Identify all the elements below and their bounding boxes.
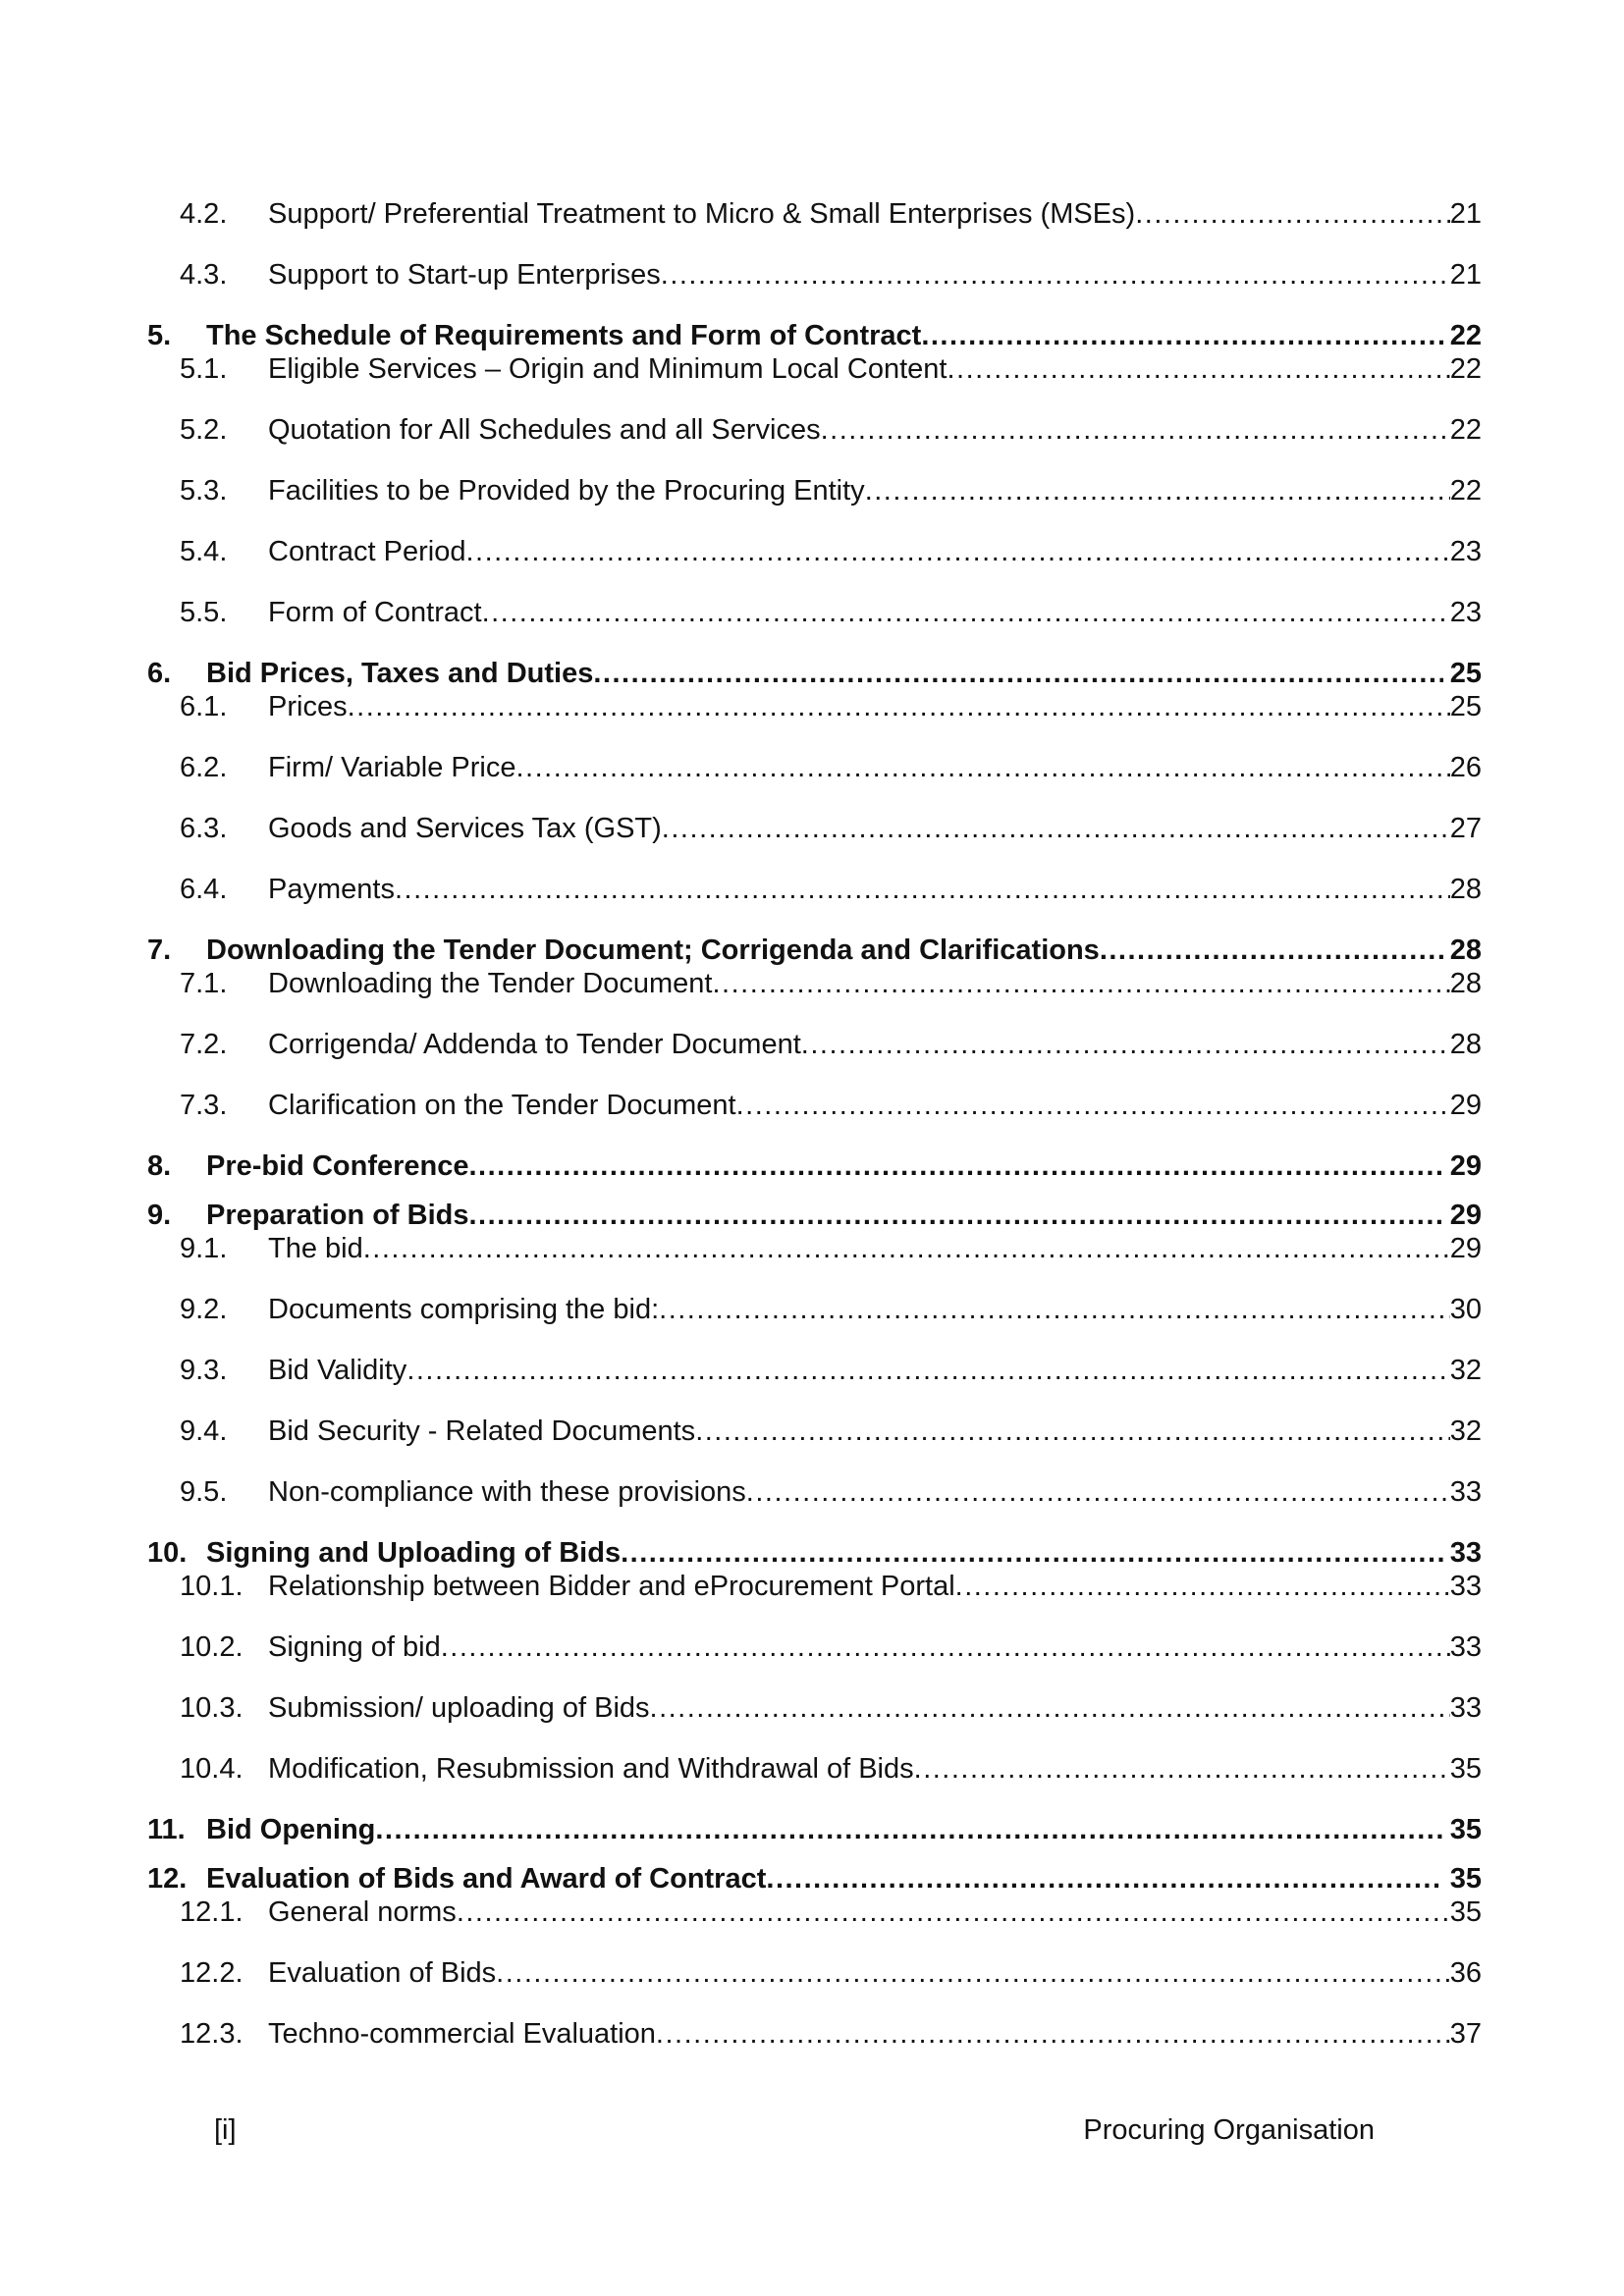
toc-entry-number: 5. [147,320,172,351]
toc-entry-title: Payments [268,874,395,905]
toc-leader-dots [921,318,1442,353]
toc-entry[interactable] [147,750,1482,785]
toc-entry[interactable] [147,257,1482,293]
toc-entry-number: 12.1. [180,1896,244,1928]
toc-entry-title: Quotation for All Schedules and all Services [268,414,821,446]
toc-entry[interactable] [147,933,1482,968]
footer-page-number: [i] [214,2114,237,2146]
toc-leader-dots [914,1751,1450,1787]
toc-entry-number: 9. [147,1200,172,1231]
toc-entry-title: Non-compliance with these provisions [268,1476,746,1508]
toc-entry-title: Signing and Uploading of Bids [206,1537,622,1569]
toc-entry-title: General norms [268,1896,457,1928]
toc-entry-title: Prices [268,691,348,722]
toc-leader-dots [363,1231,1450,1266]
toc-entry[interactable] [147,1353,1482,1388]
toc-entry-page: 29 [1449,1200,1482,1231]
toc-entry-title: Relationship between Bidder and eProcurement Portal [268,1571,955,1602]
toc-entry-title: Pre-bid Conference [206,1150,469,1182]
toc-entry-number: 10.4. [180,1753,244,1785]
toc-entry-number: 9.1. [180,1233,228,1264]
toc-entry-title: The Schedule of Requirements and Form of Contract [206,320,922,351]
toc-entry-title: Clarification on the Tender Document [268,1090,736,1121]
toc-leader-dots [395,872,1450,907]
toc-entry-title: Bid Validity [268,1355,407,1386]
toc-entry-number: 5.3. [180,475,228,507]
toc-entry-title: The bid [268,1233,363,1264]
toc-entry-page: 29 [1449,1150,1482,1182]
toc-entry-number: 9.3. [180,1355,228,1386]
toc-entry-number: 10. [147,1537,188,1569]
toc-leader-dots [801,1027,1450,1062]
toc-leader-dots [695,1414,1450,1449]
toc-entry-title: Modification, Resubmission and Withdrawal of Bids [268,1753,914,1785]
toc-entry-number: 7.1. [180,968,228,999]
toc-entry-title: Support to Start-up Enterprises [268,259,661,291]
toc-entry[interactable] [147,872,1482,907]
toc-entry-title: Submission/ uploading of Bids [268,1692,650,1724]
toc-entry-number: 12. [147,1863,188,1895]
toc-entry-page: 33 [1449,1537,1482,1569]
toc-entry-number: 7.3. [180,1090,228,1121]
toc-entry[interactable] [147,2016,1482,2052]
toc-entry-page: 32 [1449,1415,1482,1447]
toc-leader-dots [375,1812,1442,1847]
toc-entry[interactable] [147,1955,1482,1991]
toc-entry-title: Support/ Preferential Treatment to Micro & Small Enterprises (MSEs) [268,198,1136,230]
toc-leader-dots [650,1690,1450,1726]
toc-entry[interactable] [147,966,1482,1001]
toc-leader-dots [1135,196,1450,232]
toc-entry-page: 22 [1449,353,1482,385]
toc-leader-dots [955,1569,1450,1604]
toc-entry-title: Goods and Services Tax (GST) [268,813,662,844]
toc-leader-dots [593,656,1442,691]
footer-organisation-label: Procuring Organisation [1083,2114,1375,2146]
toc-entry-number: 12.3. [180,2018,244,2050]
toc-leader-dots [1100,933,1443,968]
toc-entry-page: 37 [1449,2018,1482,2050]
toc-entry-number: 5.5. [180,597,228,628]
toc-entry-number: 6.2. [180,752,228,783]
toc-entry[interactable] [147,1027,1482,1062]
toc-entry-page: 33 [1449,1631,1482,1663]
toc-entry-page: 25 [1449,658,1482,689]
toc-entry-page: 28 [1449,934,1482,966]
toc-entry-page: 29 [1449,1233,1482,1264]
toc-entry-number: 6. [147,658,172,689]
toc-entry-number: 7.2. [180,1029,228,1060]
toc-entry-page: 33 [1449,1571,1482,1602]
toc-entry-title: Corrigenda/ Addenda to Tender Document [268,1029,801,1060]
toc-leader-dots [736,1088,1450,1123]
toc-entry[interactable] [147,196,1482,232]
page-footer [214,2112,1375,2148]
toc-entry[interactable] [147,1569,1482,1604]
toc-entry[interactable] [147,1474,1482,1510]
toc-entry-page: 22 [1449,414,1482,446]
toc-entry[interactable] [147,318,1482,353]
toc-entry[interactable] [147,1148,1482,1184]
toc-entry-page: 33 [1449,1476,1482,1508]
toc-entry-page: 27 [1449,813,1482,844]
toc-entry-number: 11. [147,1814,186,1845]
toc-entry-page: 23 [1449,597,1482,628]
toc-entry-number: 12.2. [180,1957,244,1989]
toc-entry-number: 9.2. [180,1294,228,1325]
toc-entry-page: 28 [1449,1029,1482,1060]
toc-entry-page: 21 [1449,259,1482,291]
toc-entry-number: 10.2. [180,1631,244,1663]
toc-leader-dots [947,351,1449,387]
toc-leader-dots [466,534,1450,569]
toc-entry-title: Bid Security - Related Documents [268,1415,696,1447]
toc-entry-number: 6.4. [180,874,228,905]
toc-entry[interactable] [147,1535,1482,1571]
toc-entry-page: 28 [1449,968,1482,999]
toc-leader-dots [746,1474,1450,1510]
toc-leader-dots [515,750,1449,785]
toc-entry[interactable] [147,1231,1482,1266]
toc-entry-title: Evaluation of Bids [268,1957,497,1989]
table-of-contents [147,196,1482,2052]
toc-entry[interactable] [147,412,1482,448]
toc-entry[interactable] [147,1751,1482,1787]
toc-entry-page: 25 [1449,691,1482,722]
toc-entry-number: 4.2. [180,198,228,230]
toc-entry-page: 26 [1449,752,1482,783]
toc-leader-dots [659,1292,1450,1327]
toc-entry-page: 35 [1449,1896,1482,1928]
toc-entry-page: 32 [1449,1355,1482,1386]
toc-entry-page: 22 [1449,475,1482,507]
toc-entry-number: 6.1. [180,691,228,722]
toc-entry-title: Downloading the Tender Document; Corrigenda and Clarifications [206,934,1100,966]
toc-leader-dots [712,966,1449,1001]
toc-entry-page: 36 [1449,1957,1482,1989]
toc-entry[interactable] [147,595,1482,630]
toc-entry[interactable] [147,473,1482,508]
toc-entry-page: 22 [1449,320,1482,351]
toc-entry[interactable] [147,656,1482,691]
toc-entry-title: Bid Prices, Taxes and Duties [206,658,594,689]
toc-entry[interactable] [147,534,1482,569]
toc-entry-page: 35 [1449,1814,1482,1845]
toc-leader-dots [496,1955,1450,1991]
toc-entry-number: 7. [147,934,172,966]
toc-leader-dots [482,595,1450,630]
toc-entry-title: Form of Contract [268,597,482,628]
toc-entry-number: 9.5. [180,1476,228,1508]
toc-leader-dots [656,2016,1450,2052]
toc-entry-number: 4.3. [180,259,228,291]
toc-entry-number: 6.3. [180,813,228,844]
toc-entry[interactable] [147,689,1482,724]
toc-entry-page: 29 [1449,1090,1482,1121]
toc-leader-dots [348,689,1450,724]
toc-entry-page: 21 [1449,198,1482,230]
toc-entry[interactable] [147,1895,1482,1930]
toc-leader-dots [469,1198,1443,1233]
toc-entry-page: 35 [1449,1753,1482,1785]
toc-entry-title: Facilities to be Provided by the Procuring Entity [268,475,865,507]
toc-entry-page: 23 [1449,536,1482,567]
toc-entry[interactable] [147,1861,1482,1896]
toc-entry-number: 8. [147,1150,172,1182]
toc-entry-number: 10.3. [180,1692,244,1724]
toc-entry-title: Signing of bid [268,1631,441,1663]
toc-leader-dots [662,811,1450,846]
toc-entry[interactable] [147,1414,1482,1449]
toc-entry-page: 33 [1449,1692,1482,1724]
toc-entry[interactable] [147,1812,1482,1847]
toc-leader-dots [661,257,1450,293]
toc-entry-number: 5.1. [180,353,228,385]
toc-entry-title: Eligible Services – Origin and Minimum Local Content [268,353,947,385]
toc-entry[interactable] [147,1690,1482,1726]
toc-entry[interactable] [147,1292,1482,1327]
toc-leader-dots [406,1353,1449,1388]
toc-entry[interactable] [147,1629,1482,1665]
toc-leader-dots [457,1895,1450,1930]
toc-entry-number: 5.4. [180,536,228,567]
toc-entry-title: Techno-commercial Evaluation [268,2018,656,2050]
toc-entry-title: Firm/ Variable Price [268,752,516,783]
toc-entry[interactable] [147,1198,1482,1233]
toc-entry[interactable] [147,1088,1482,1123]
toc-entry-page: 35 [1449,1863,1482,1895]
toc-entry-number: 9.4. [180,1415,228,1447]
toc-leader-dots [821,412,1450,448]
toc-leader-dots [621,1535,1443,1571]
toc-leader-dots [766,1861,1442,1896]
toc-entry-title: Bid Opening [206,1814,376,1845]
toc-entry[interactable] [147,811,1482,846]
toc-entry-title: Contract Period [268,536,466,567]
toc-entry-title: Downloading the Tender Document [268,968,713,999]
toc-entry-title: Evaluation of Bids and Award of Contract [206,1863,767,1895]
toc-entry-title: Preparation of Bids [206,1200,469,1231]
toc-entry-number: 10.1. [180,1571,244,1602]
toc-entry[interactable] [147,351,1482,387]
toc-entry-title: Documents comprising the bid: [268,1294,660,1325]
toc-leader-dots [469,1148,1443,1184]
toc-leader-dots [441,1629,1450,1665]
toc-entry-number: 5.2. [180,414,228,446]
toc-entry-page: 28 [1449,874,1482,905]
toc-entry-page: 30 [1449,1294,1482,1325]
toc-leader-dots [865,473,1450,508]
